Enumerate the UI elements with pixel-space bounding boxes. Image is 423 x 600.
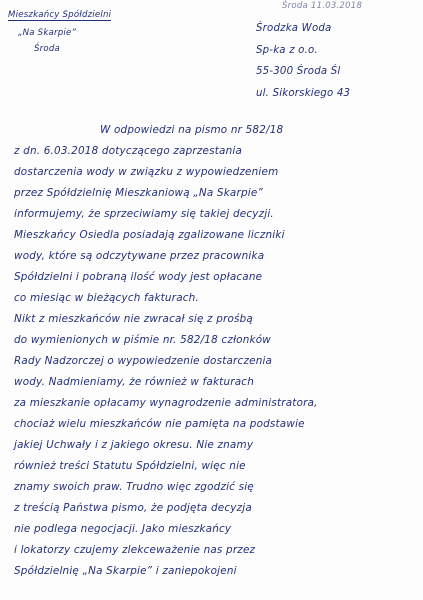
body-line: dostarczenia wody w związku z wypowiedzeniem <box>14 166 279 178</box>
recipient-line-3: 55-300 Środa Śl <box>256 66 341 77</box>
recipient-line-4: ul. Sikorskiego 43 <box>256 88 351 99</box>
sender-line-2: „Na Skarpie” <box>18 28 77 38</box>
body-line: do wymienionych w piśmie nr. 582/18 członków <box>14 334 272 346</box>
body-line: również treści Statutu Spółdzielni, więc nie <box>14 460 246 472</box>
body-line: Nikt z mieszkańców nie zwracał się z prośbą <box>14 313 254 325</box>
body-line: informujemy, że sprzeciwiamy się takiej decyzji. <box>14 208 274 220</box>
body-line: wody. Nadmieniamy, że również w fakturach <box>14 376 254 388</box>
body-line: i lokatorzy czujemy zlekceważenie nas przez <box>14 544 256 556</box>
body-line: jakiej Uchwały i z jakiego okresu. Nie znamy <box>14 439 254 451</box>
sender-line-1: Mieszkańcy Spółdzielni <box>8 10 112 20</box>
body-line: przez Spółdzielnię Mieszkaniową „Na Skarpie” <box>14 187 264 199</box>
sender-line-3: Środa <box>34 44 60 54</box>
body-line: W odpowiedzi na pismo nr 582/18 <box>100 124 284 136</box>
date-line: Środa 11.03.2018 <box>282 1 363 11</box>
body-line: znamy swoich praw. Trudno więc zgodzić się <box>14 481 254 493</box>
body-line: Mieszkańcy Osiedla posiadają zgalizowane liczniki <box>14 229 285 241</box>
body-line: chociaż wielu mieszkańców nie pamięta na podstawie <box>14 418 305 430</box>
body-line: co miesiąc w bieżących fakturach. <box>14 292 199 304</box>
recipient-line-2: Sp-ka z o.o. <box>256 45 318 56</box>
body-line: Rady Nadzorczej o wypowiedzenie dostarczenia <box>14 355 273 367</box>
body-line: wody, które są odczytywane przez pracownika <box>14 250 265 262</box>
body-line: Spółdzielni i pobraną ilość wody jest opłacane <box>14 271 263 283</box>
recipient-line-1: Środzka Woda <box>256 23 332 34</box>
body-line: Spółdzielnię „Na Skarpie” i zaniepokojeni <box>14 565 237 577</box>
body-line: za mieszkanie opłacamy wynagrodzenie administratora, <box>14 397 318 409</box>
body-line: z treścią Państwa pismo, że podjęta decyzja <box>14 502 252 514</box>
body-line: nie podlega negocjacji. Jako mieszkańcy <box>14 523 232 535</box>
body-line: z dn. 6.03.2018 dotyczącego zaprzestania <box>14 145 243 157</box>
